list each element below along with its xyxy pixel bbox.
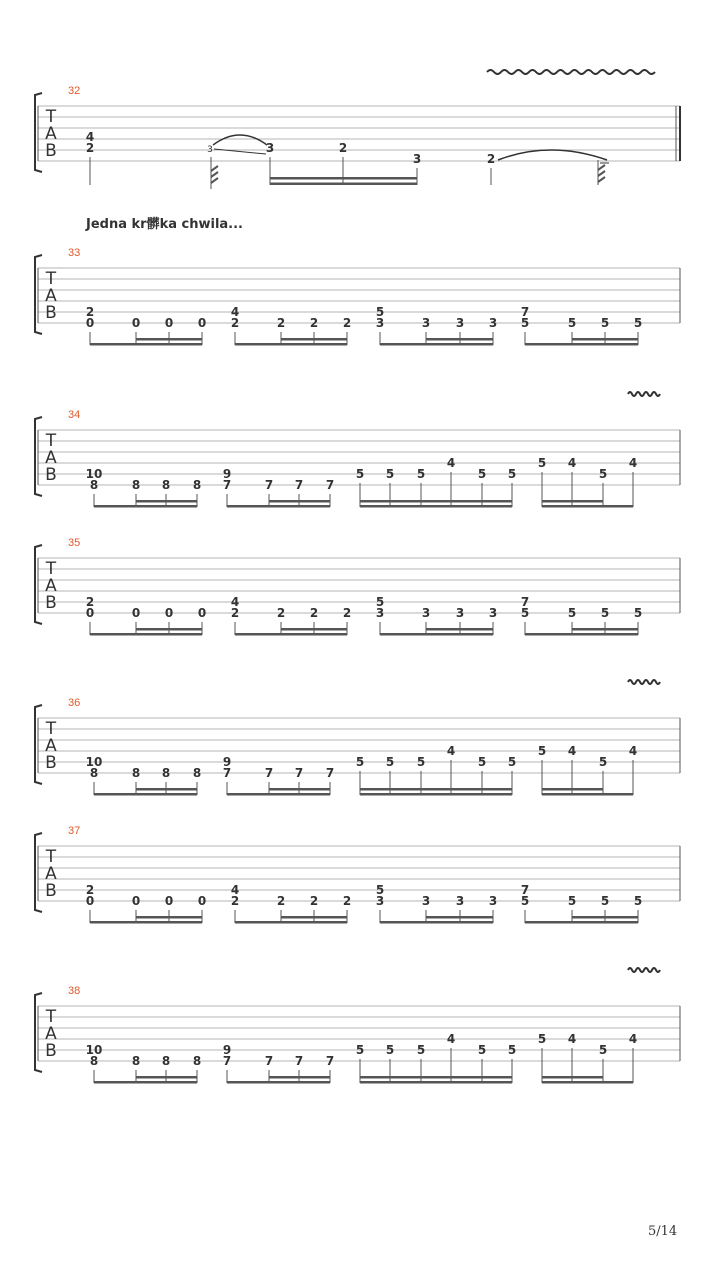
fret-number: 3 <box>375 894 385 908</box>
fret-number: 4 <box>628 456 638 470</box>
fret-number: 8 <box>89 1054 99 1068</box>
system-measure-38 <box>35 968 680 1084</box>
tab-letter-b: B <box>45 303 57 323</box>
fret-number: 5 <box>375 305 385 319</box>
fret-number: 9 <box>222 755 232 769</box>
tie-arc <box>498 150 607 160</box>
fret-number: 0 <box>197 606 207 620</box>
fret-number: 2 <box>342 316 352 330</box>
fret-number: 3 <box>412 152 422 166</box>
fret-number: 8 <box>89 766 99 780</box>
fret-number: 2 <box>486 152 496 166</box>
fret-number: 2 <box>342 606 352 620</box>
tab-letter-b: B <box>45 881 57 901</box>
fret-number: 5 <box>416 1043 426 1057</box>
fret-number: 8 <box>89 478 99 492</box>
fret-number: 7 <box>294 1054 304 1068</box>
fret-number: 2 <box>85 595 95 609</box>
fret-number: 10 <box>85 467 103 481</box>
fret-number: 0 <box>197 316 207 330</box>
fret-number: 4 <box>567 744 577 758</box>
system-measure-34 <box>35 392 680 508</box>
fret-number: 4 <box>230 305 240 319</box>
fret-number: 0 <box>164 606 174 620</box>
fret-number: 5 <box>507 467 517 481</box>
fret-number: 3 <box>455 894 465 908</box>
fret-number: 3 <box>421 894 431 908</box>
fret-number: 5 <box>416 755 426 769</box>
fret-number: 0 <box>85 894 95 908</box>
tab-letter-b: B <box>45 1041 57 1061</box>
fret-number: 2 <box>276 316 286 330</box>
fret-number: 8 <box>131 766 141 780</box>
fret-number: 3 <box>488 894 498 908</box>
system-measure-35 <box>35 537 680 636</box>
fret-number: 7 <box>325 1054 335 1068</box>
fret-number: 5 <box>598 467 608 481</box>
vibrato-wave-icon <box>628 392 660 396</box>
fret-number: 5 <box>385 1043 395 1057</box>
fret-number: 4 <box>628 744 638 758</box>
fret-number: 8 <box>131 478 141 492</box>
tab-letter-t: T <box>45 431 57 451</box>
fret-number: 5 <box>567 316 577 330</box>
fret-number: 5 <box>355 755 365 769</box>
fret-number: 0 <box>131 606 141 620</box>
vibrato-wave-icon <box>487 70 655 74</box>
tab-letter-b: B <box>45 141 57 161</box>
fret-number: 3 <box>455 316 465 330</box>
fret-number: 5 <box>375 595 385 609</box>
fret-number: 5 <box>598 755 608 769</box>
fret-number: 5 <box>633 606 643 620</box>
fret-number: 8 <box>192 766 202 780</box>
tab-letter-t: T <box>45 1007 57 1027</box>
fret-number: 5 <box>477 1043 487 1057</box>
fret-number: 7 <box>264 766 274 780</box>
fret-number: 9 <box>222 467 232 481</box>
fret-number: 7 <box>222 1054 232 1068</box>
fret-number: 2 <box>230 894 240 908</box>
tab-letter-a: A <box>45 576 57 596</box>
fret-number: 5 <box>416 467 426 481</box>
fret-number: 5 <box>567 606 577 620</box>
fret-number: 0 <box>164 894 174 908</box>
fret-number: 5 <box>520 894 530 908</box>
fret-number: 5 <box>520 606 530 620</box>
fret-number: 4 <box>628 1032 638 1046</box>
fret-number: 2 <box>230 606 240 620</box>
fret-number: 5 <box>633 316 643 330</box>
fret-number: 2 <box>309 606 319 620</box>
fret-number: 5 <box>385 467 395 481</box>
fret-number: 8 <box>161 1054 171 1068</box>
fret-number: 7 <box>294 478 304 492</box>
system-measure-36 <box>35 680 680 796</box>
fret-number: 8 <box>161 766 171 780</box>
fret-number: 4 <box>567 456 577 470</box>
fret-number: 5 <box>355 467 365 481</box>
fret-number: 5 <box>537 1032 547 1046</box>
fret-number: 0 <box>197 894 207 908</box>
fret-number: 2 <box>338 141 348 155</box>
measure-number: 36 <box>68 697 81 709</box>
fret-number: 5 <box>600 606 610 620</box>
tab-letter-t: T <box>45 269 57 289</box>
tab-letter-a: A <box>45 736 57 756</box>
fret-number: 5 <box>633 894 643 908</box>
fret-number: 10 <box>85 755 103 769</box>
tab-letter-t: T <box>45 847 57 867</box>
fret-number: 7 <box>264 478 274 492</box>
fret-number: 0 <box>164 316 174 330</box>
system-measure-33 <box>35 247 680 346</box>
tab-letter-a: A <box>45 864 57 884</box>
fret-number: 0 <box>85 606 95 620</box>
fret-number: 9 <box>222 1043 232 1057</box>
fret-number: 7 <box>325 478 335 492</box>
fret-number: 2 <box>276 606 286 620</box>
tab-letter-b: B <box>45 753 57 773</box>
fret-number: 5 <box>477 755 487 769</box>
fret-number: 2 <box>85 883 95 897</box>
system-measure-37 <box>35 825 680 924</box>
fret-number: 5 <box>507 1043 517 1057</box>
fret-number: 2 <box>276 894 286 908</box>
tab-letter-t: T <box>45 719 57 739</box>
fret-number: 3 <box>375 316 385 330</box>
fret-number: 5 <box>520 316 530 330</box>
fret-number: 7 <box>520 305 530 319</box>
fret-number: 2 <box>85 305 95 319</box>
fret-number: 3 <box>421 316 431 330</box>
tab-systems <box>35 247 680 1084</box>
tab-letter-a: A <box>45 448 57 468</box>
fret-number: 7 <box>294 766 304 780</box>
fret-number: 3 <box>375 606 385 620</box>
fret-number: 4 <box>567 1032 577 1046</box>
fret-number: 10 <box>85 1043 103 1057</box>
fret-number: 2 <box>85 141 95 155</box>
fret-number: 8 <box>161 478 171 492</box>
fret-number: 5 <box>600 316 610 330</box>
fret-number: 5 <box>600 894 610 908</box>
tab-letter-a: A <box>45 286 57 306</box>
fret-number: 3 <box>488 606 498 620</box>
fret-number: 3 <box>455 606 465 620</box>
fret-number: 7 <box>520 595 530 609</box>
fret-number: 7 <box>222 766 232 780</box>
fret-number: 5 <box>375 883 385 897</box>
tab-letter-b: B <box>45 593 57 613</box>
measure-number: 38 <box>68 985 81 997</box>
tab-letter-t: T <box>45 559 57 579</box>
measure-number: 37 <box>68 825 81 837</box>
fret-number: 5 <box>537 744 547 758</box>
fret-number: 4 <box>446 456 456 470</box>
fret-number: 8 <box>131 1054 141 1068</box>
fret-number: 7 <box>264 1054 274 1068</box>
fret-number: 5 <box>598 1043 608 1057</box>
fret-number: 3 <box>488 316 498 330</box>
fret-number: 2 <box>309 316 319 330</box>
fret-number: 2 <box>230 316 240 330</box>
fret-number: 2 <box>342 894 352 908</box>
fret-number: 5 <box>567 894 577 908</box>
fret-number: 0 <box>131 894 141 908</box>
tab-letter-b: B <box>45 465 57 485</box>
fret-number: 4 <box>85 130 95 144</box>
system-measure-32 <box>35 70 680 189</box>
fret-number: 4 <box>230 883 240 897</box>
lyric-text: Jedna kr髒ka chwila... <box>86 217 243 232</box>
tab-letter-a: A <box>45 124 57 144</box>
vibrato-wave-icon <box>628 968 660 972</box>
measure-number: 32 <box>68 85 81 97</box>
fret-number: 3 <box>421 606 431 620</box>
fret-number: 4 <box>446 744 456 758</box>
fret-number: 7 <box>325 766 335 780</box>
fret-number: 4 <box>230 595 240 609</box>
fret-number: 7 <box>222 478 232 492</box>
fret-number: 8 <box>192 1054 202 1068</box>
fret-number: 8 <box>192 478 202 492</box>
measure-number: 35 <box>68 537 81 549</box>
fret-number: 2 <box>309 894 319 908</box>
measure-number: 34 <box>68 409 81 421</box>
fret-number: 0 <box>131 316 141 330</box>
fret-number: 5 <box>355 1043 365 1057</box>
measure-number: 33 <box>68 247 81 259</box>
fret-number: 5 <box>477 467 487 481</box>
vibrato-wave-icon <box>628 680 660 684</box>
fret-number: 3 <box>265 141 275 155</box>
page-number: 5/14 <box>648 1224 678 1239</box>
fret-number: 5 <box>385 755 395 769</box>
fret-number: 4 <box>446 1032 456 1046</box>
fret-number: 7 <box>520 883 530 897</box>
fret-number: 0 <box>85 316 95 330</box>
fret-number: 5 <box>537 456 547 470</box>
grace-note: 3 <box>207 145 213 155</box>
tab-letter-a: A <box>45 1024 57 1044</box>
tie-arc <box>213 135 267 145</box>
tab-letter-t: T <box>45 107 57 127</box>
fret-number: 5 <box>507 755 517 769</box>
